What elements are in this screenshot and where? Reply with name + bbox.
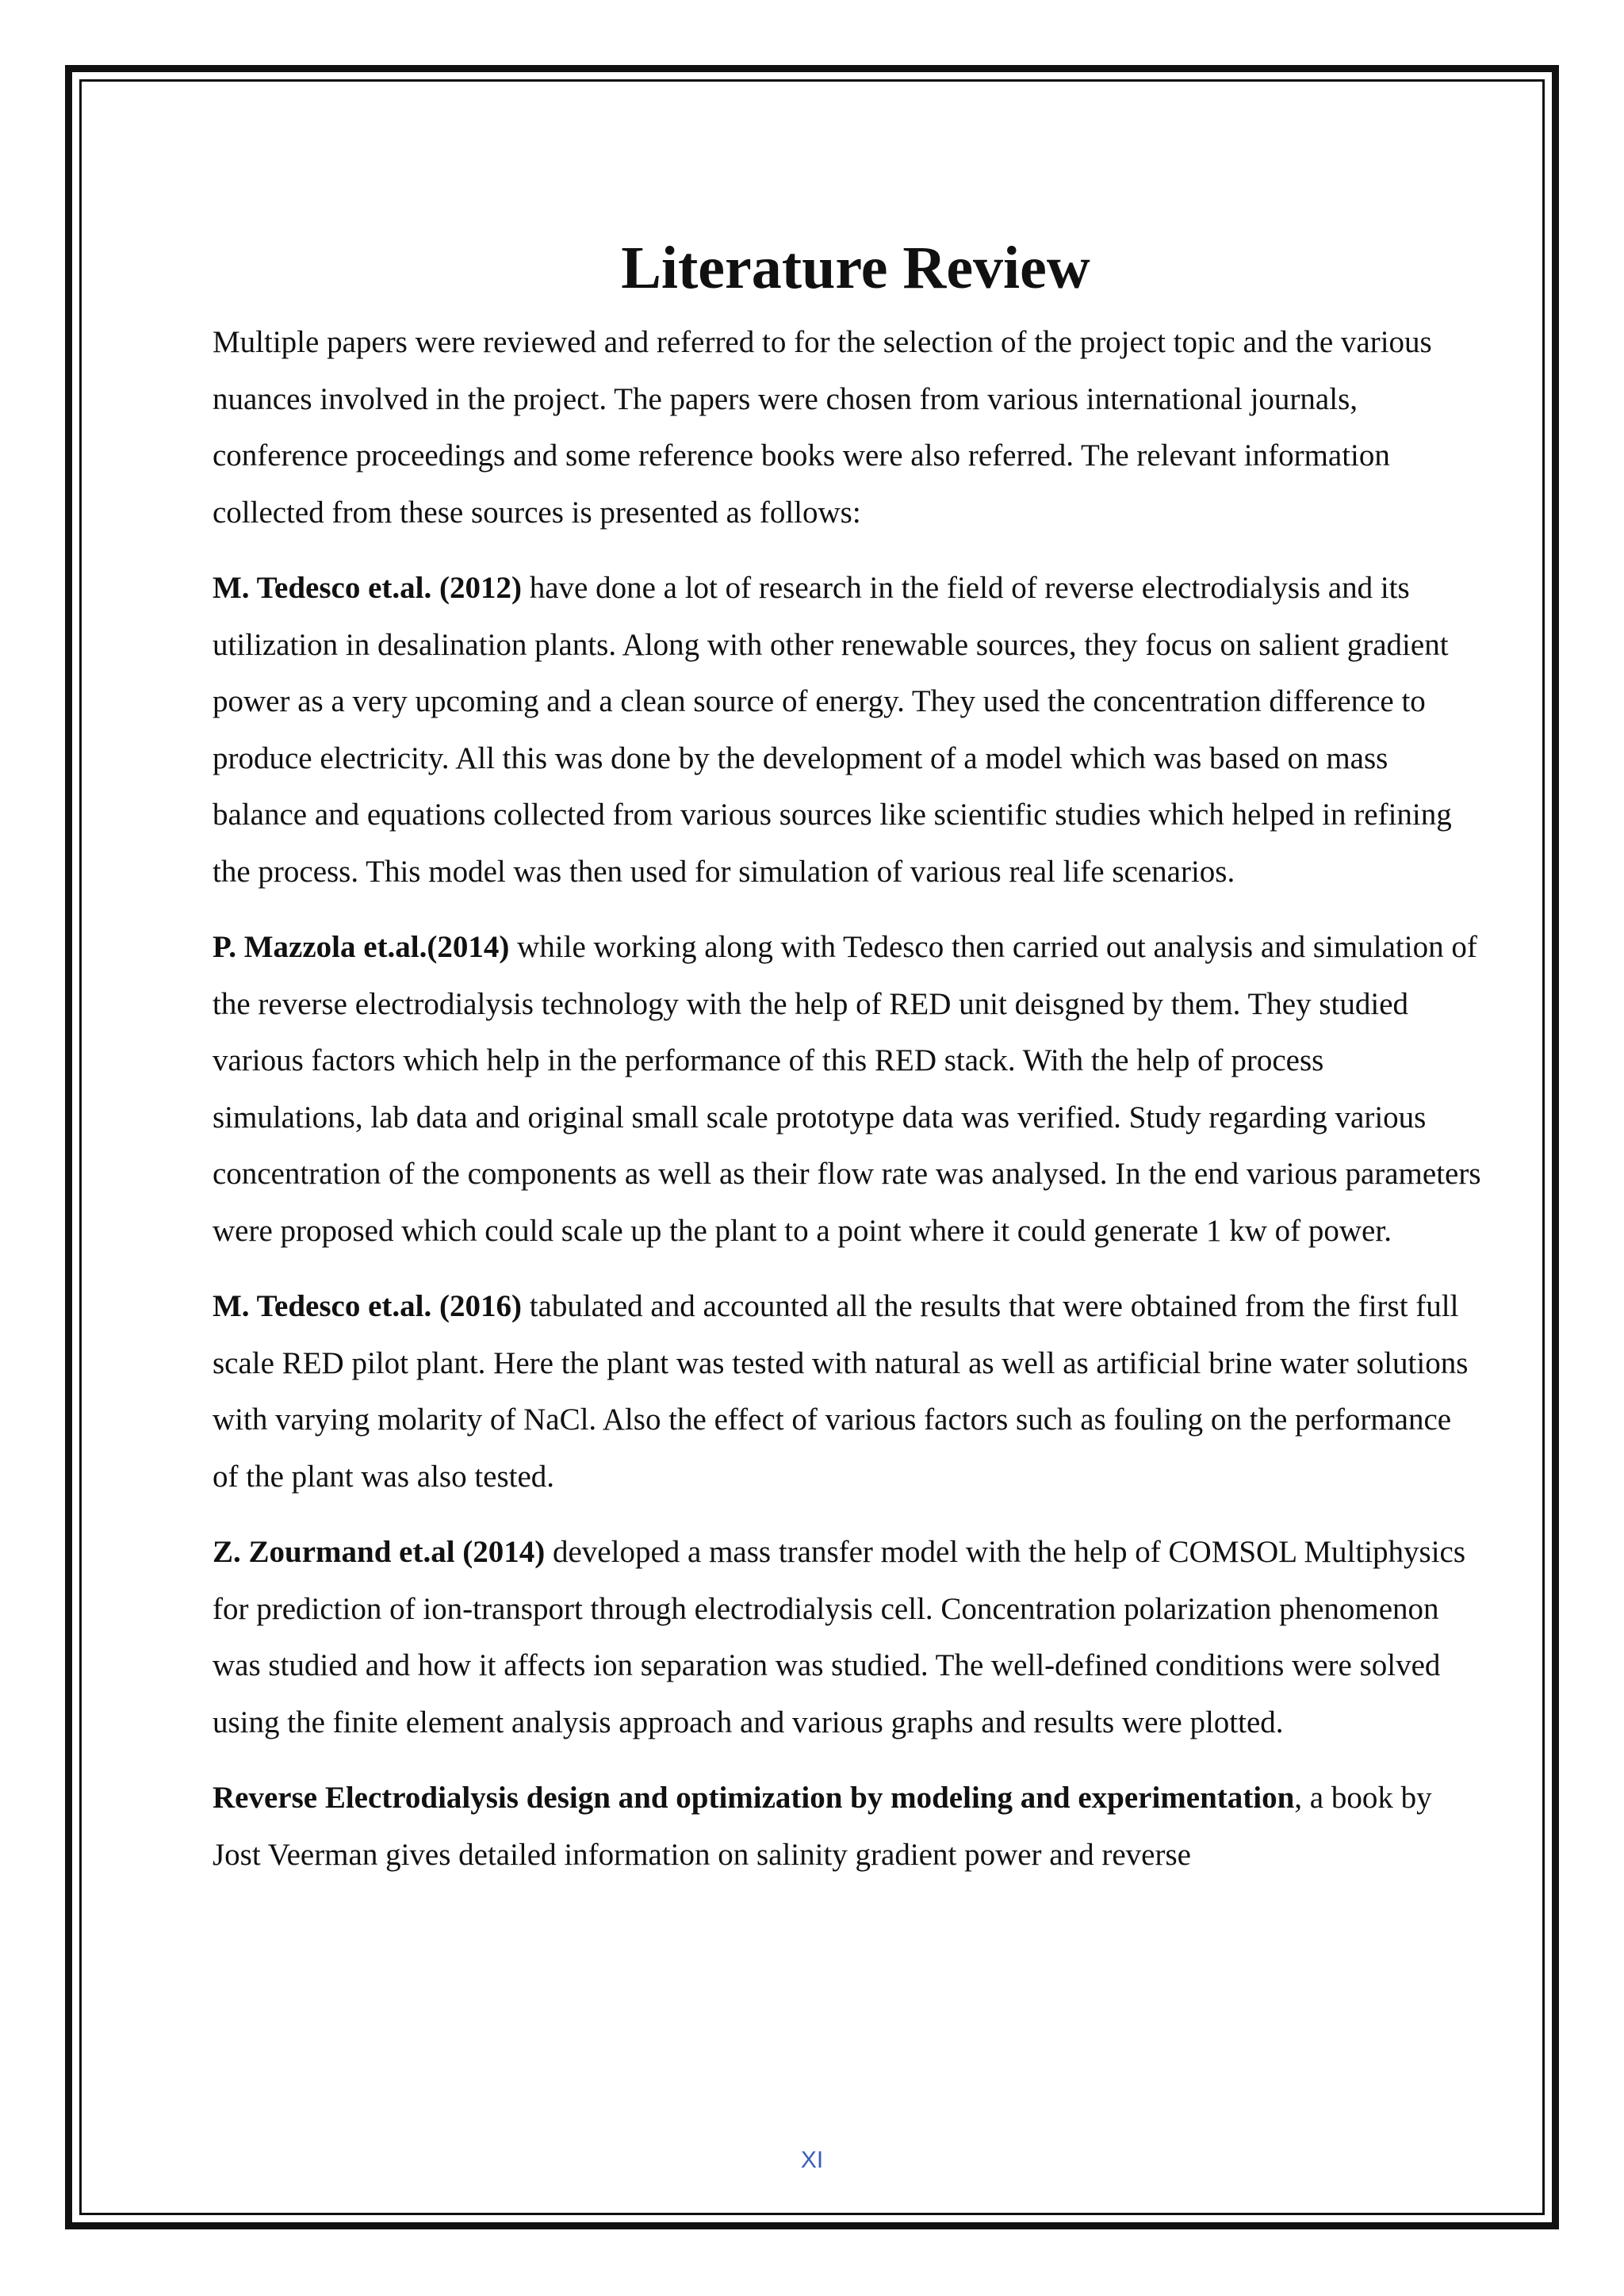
- review-paragraph-tedesco-2012: [213, 560, 1481, 900]
- page-content: [213, 230, 1481, 1883]
- paragraph-lead: M. Tedesco et.al. (2016): [213, 1289, 522, 1323]
- paragraph-text: Multiple papers were reviewed and referred to for the selection of the project topic and the various nuances involved in the project. The papers were chosen from various international journals, conference proceedings and some reference books were also referred. The relevant information collected from these sources is presented as follows:: [213, 325, 1432, 530]
- review-paragraph-veerman-book: [213, 1770, 1481, 1883]
- review-paragraph-zourmand-2014: [213, 1524, 1481, 1751]
- intro-paragraph: [213, 314, 1481, 541]
- paragraph-text: have done a lot of research in the field of reverse electrodialysis and its utilization in desalination plants. Along with other renewable sources, they focus on salient gradient power as a very upcoming and a clean source of energy. They used the concentration difference to produce electricity. All this was done by the development of a model which was based on mass balance and equations collected from various sources like scientific studies which helped in refining the process. This model was then used for simulation of various real life scenarios.: [213, 571, 1452, 889]
- paragraph-lead: Reverse Electrodialysis design and optimization by modeling and experimentation: [213, 1781, 1295, 1815]
- paragraph-lead: M. Tedesco et.al. (2012): [213, 571, 522, 605]
- paragraph-text: developed a mass transfer model with the help of COMSOL Multiphysics for prediction of ion-transport through electrodialysis cell. Concentration polarization phenomenon was studied and how it affects ion separation was studied. The well-defined conditions were solved using the finite element analysis approach and various graphs and results were plotted.: [213, 1535, 1466, 1739]
- paragraph-text: , a book by Jost Veerman gives detailed information on salinity gradient power and reverse: [213, 1781, 1432, 1872]
- review-paragraph-tedesco-2016: [213, 1278, 1481, 1505]
- page-number: XI: [800, 2147, 824, 2173]
- review-paragraph-mazzola-2014: [213, 919, 1481, 1259]
- paragraph-lead: P. Mazzola et.al.(2014): [213, 930, 510, 964]
- page-title: Literature Review: [621, 235, 1090, 301]
- paragraph-text: while working along with Tedesco then carried out analysis and simulation of the reverse electrodialysis technology with the help of RED unit deisgned by them. They studied various factors which help in the performance of this RED stack. With the help of process simulations, lab data and original small scale prototype data was verified. Study regarding various concentration of the components as well as their flow rate was analysed. In the end various parameters were proposed which could scale up the plant to a point where it could generate 1 kw of power.: [213, 930, 1481, 1248]
- paragraph-lead: Z. Zourmand et.al (2014): [213, 1535, 546, 1569]
- paragraph-text: tabulated and accounted all the results that were obtained from the first full scale RED pilot plant. Here the plant was tested with natural as well as artificial brine water solutions with varying molarity of NaCl. Also the effect of various factors such as fouling on the performance of the plant was also tested.: [213, 1289, 1469, 1494]
